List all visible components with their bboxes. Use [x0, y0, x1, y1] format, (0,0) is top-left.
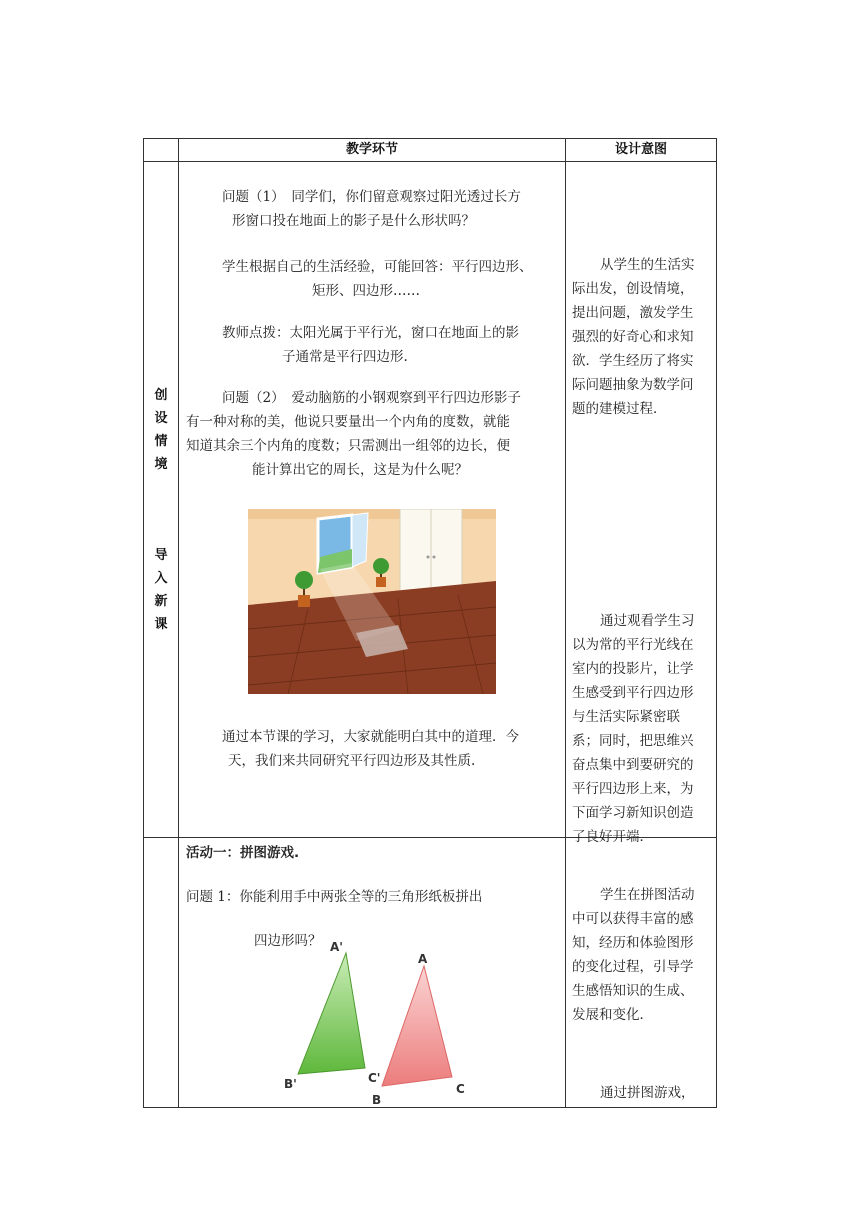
- intent-paragraph-1: 从学生的生活实 际出发，创设情境， 提出问题，激发学生 强烈的好奇心和求知 欲．学生经历了将实 际问题抽象为数学问 题的建模过程．: [572, 257, 695, 417]
- closing-line-1: 通过本节课的学习，大家就能明白其中的道理．今: [222, 729, 519, 745]
- label-c: C: [456, 1082, 465, 1096]
- section-label-create-context: 创 设 情 境: [154, 388, 168, 472]
- tip-line-2: 子通常是平行四边形.: [282, 349, 408, 365]
- tip-line-1: 教师点拨：太阳光属于平行光，窗口在地面上的影: [222, 325, 519, 341]
- question-1-line-2: 形窗口投在地面上的影子是什么形状吗？: [232, 213, 475, 229]
- puzzle-question-line-1: 问题 1：你能利用手中两张全等的三角形纸板拼出: [186, 889, 483, 905]
- room-sunlight-illustration: [248, 509, 496, 694]
- closing-line-2: 天，我们来共同研究平行四边形及其性质.: [228, 753, 476, 769]
- answer-line-1: 学生根据自己的生活经验，可能回答：平行四边形、: [222, 259, 533, 275]
- answer-line-2: 矩形、四边形……: [312, 283, 420, 299]
- column-divider-1: [178, 139, 179, 1107]
- green-triangle: [298, 953, 365, 1074]
- header-teaching-steps: 教学环节: [345, 142, 398, 157]
- intent-paragraph-3: 学生在拼图活动 中可以获得丰富的感 知，经历和体验图形 的变化过程，引导学 生感悟知识的生成、 发展和变化．: [572, 887, 695, 1023]
- label-c-prime: C': [368, 1071, 381, 1085]
- column-divider-2: [565, 139, 566, 1107]
- header-divider: [144, 161, 716, 162]
- label-b-prime: B': [284, 1077, 297, 1091]
- question-2-line-2: 有一种对称的美，他说只要量出一个内角的度数，就能: [186, 414, 510, 430]
- label-b: B: [372, 1093, 382, 1106]
- label-a: A: [418, 952, 428, 966]
- question-2-line-1: 问题（2） 爱动脑筋的小钢观察到平行四边形影子: [222, 390, 521, 406]
- label-a-prime: A': [330, 940, 343, 954]
- puzzle-question-line-2: 四边形吗？: [254, 933, 322, 949]
- question-2-line-3: 知道其余三个内角的度数；只需测出一组邻的边长，便: [186, 438, 510, 454]
- red-triangle: [382, 966, 452, 1086]
- question-1-line-1: 问题（1） 同学们，你们留意观察过阳光透过长方: [222, 189, 521, 205]
- section-label-introduce-lesson: 导 入 新 课: [154, 548, 168, 632]
- intent-paragraph-2: 通过观看学生习 以为常的平行光线在 室内的投影片，让学 生感受到平行四边形 与生活实际紧密联 系；同时，把思维兴 奋点集中到要研究的 平行四边形上来，为 下面学习新知识创造 了良好开端．: [572, 613, 695, 845]
- intent-paragraph-4: 通过拼图游戏，: [600, 1085, 695, 1101]
- congruent-triangles-figure: [244, 936, 484, 1106]
- activity-title: 活动一：拼图游戏.: [186, 845, 300, 861]
- header-design-intent: 设计意图: [614, 142, 667, 157]
- question-2-line-4: 能计算出它的周长，这是为什么呢？: [252, 462, 468, 478]
- lesson-table: [143, 138, 717, 1108]
